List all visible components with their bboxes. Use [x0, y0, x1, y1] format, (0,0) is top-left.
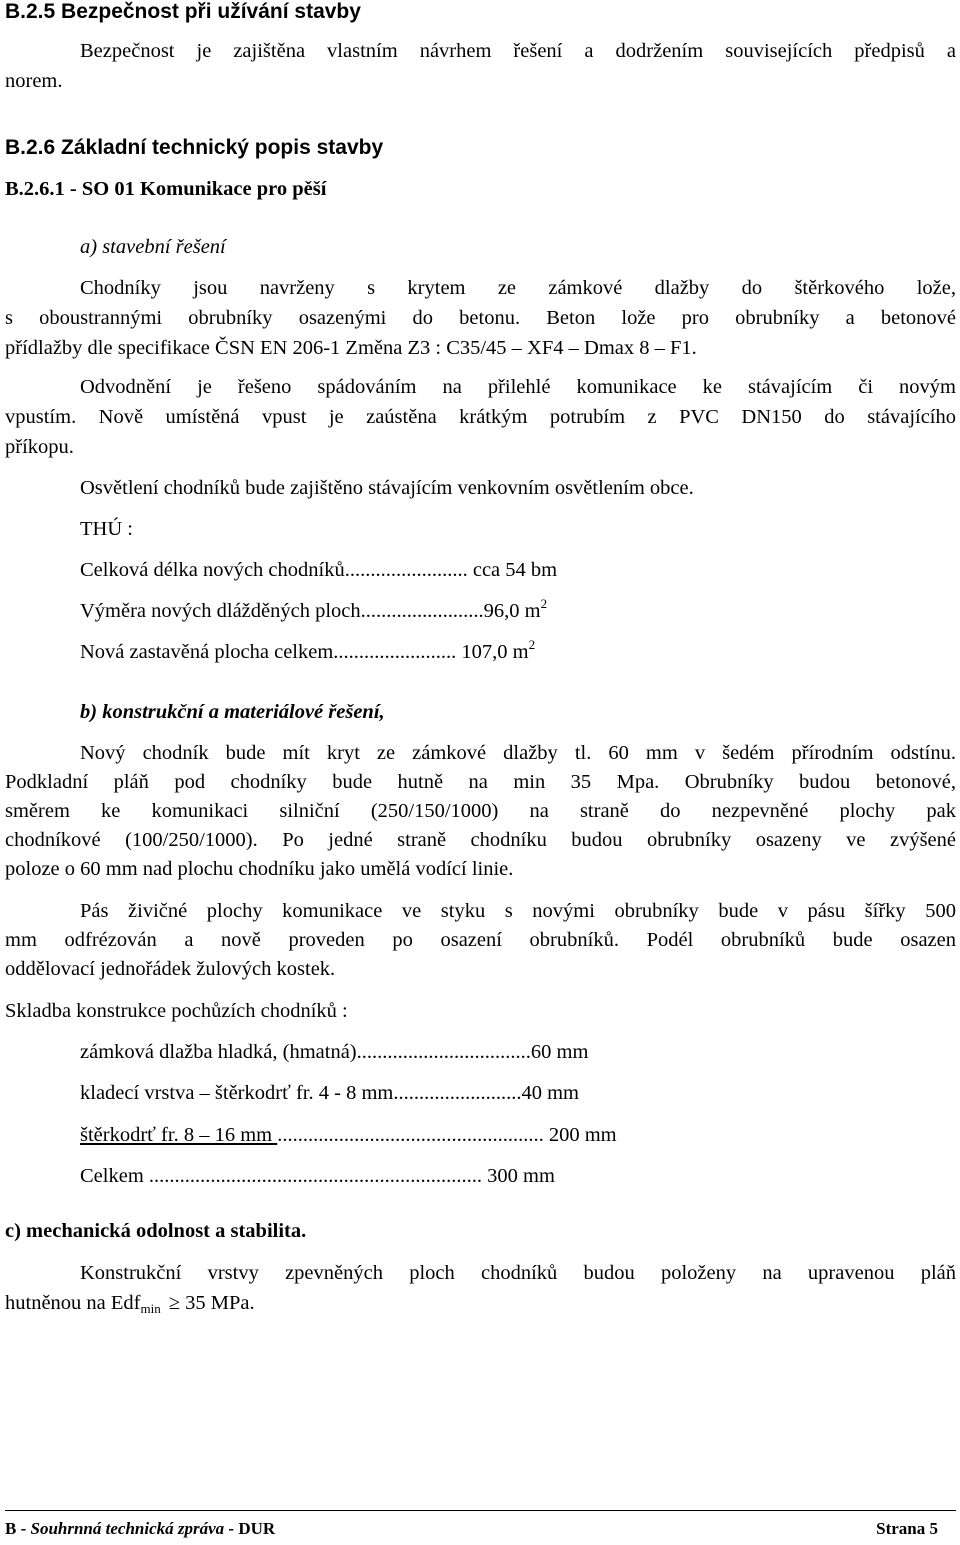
- part-c-line2-sub: min: [140, 1301, 161, 1316]
- section-b261-title: B.2.6.1 - SO 01 Komunikace pro pěší: [5, 178, 327, 200]
- thu-item-dots: ........................: [360, 600, 484, 622]
- layer-dots: ....................................................: [277, 1124, 544, 1146]
- layer-value: 40 mm: [521, 1082, 579, 1104]
- part-a-title: a) stavební řešení: [80, 236, 226, 258]
- part-b-p2-line3: oddělovací jednořádek žulových kostek.: [5, 958, 336, 980]
- layer-label: kladecí vrstva – štěrkodrť fr. 4 - 8 mm: [80, 1082, 394, 1104]
- thu-item-dots: ........................: [333, 641, 457, 663]
- thu-item-value: cca 54 bm: [467, 559, 558, 581]
- part-c-line2-suffix: 35 MPa.: [180, 1292, 255, 1314]
- part-b-p1-line5: poloze o 60 mm nad plochu chodníku jako umělá vodící linie.: [5, 858, 514, 880]
- layer-label: Celkem: [80, 1165, 149, 1187]
- section-b25-text-line1: Bezpečnost je zajištěna vlastním návrhem řešení a dodržením souvisejících předpisů a: [80, 40, 956, 62]
- part-c-line2-prefix: hutněnou na Edf: [5, 1292, 141, 1314]
- thu-item-length: [80, 559, 557, 582]
- layer-value: 300 mm: [482, 1165, 555, 1187]
- part-b-p2-line2: mm odfrézován a nově proveden po osazení obrubníků. Podél obrubníků bude osazen: [5, 929, 956, 951]
- part-b-p1-line4: chodníkové (100/250/1000). Po jedné straně chodníku budou obrubníky osazeny ve zvýšené: [5, 829, 956, 851]
- thu-item-unit-sup: 2: [540, 596, 548, 611]
- part-c-line2: [5, 1292, 255, 1315]
- thu-item-dots: ........................: [344, 559, 468, 581]
- section-b26-title: B.2.6 Základní technický popis stavby: [5, 136, 384, 159]
- section-b25-title: B.2.5 Bezpečnost při užívání stavby: [5, 0, 361, 23]
- section-b25-text-line2: norem.: [5, 70, 63, 92]
- part-a-p1-line2: s oboustrannými obrubníky osazenými do betonu. Beton lože pro obrubníky a betonové: [5, 307, 956, 329]
- footer-divider: [5, 1510, 956, 1511]
- skladba-title: Skladba konstrukce pochůzích chodníků :: [5, 1000, 348, 1022]
- thu-item-label: Nová zastavěná plocha celkem: [80, 641, 334, 663]
- part-c-title: c) mechanická odolnost a stabilita.: [5, 1220, 307, 1242]
- layer-row: [80, 1124, 780, 1147]
- footer-page-number: Strana 5: [876, 1519, 938, 1538]
- layer-dots: .................................................................: [148, 1165, 483, 1187]
- layer-row: [80, 1082, 780, 1105]
- layer-value: 200 mm: [543, 1124, 617, 1146]
- layer-dots: .........................: [393, 1082, 522, 1104]
- footer-left: [5, 1519, 275, 1539]
- part-b-title: b) konstrukční a materiálové řešení,: [80, 701, 385, 723]
- part-a-p1-line1: Chodníky jsou navrženy s krytem ze zámkové dlažby do štěrkového lože,: [80, 277, 956, 299]
- part-b-p1-line2: Podkladní pláň pod chodníky bude hutně na min 35 Mpa. Obrubníky budou betonové,: [5, 771, 956, 793]
- part-c-line1: Konstrukční vrstvy zpevněných ploch chodníků budou položeny na upravenou pláň: [80, 1262, 956, 1284]
- layer-row: [80, 1165, 780, 1188]
- ge-symbol: ≥: [168, 1292, 180, 1314]
- part-b-p1-line3: směrem ke komunikaci silniční (250/150/1000) na straně do nezpevněné plochy pak: [5, 800, 956, 822]
- thu-label: THÚ :: [80, 518, 133, 540]
- part-a-p2-line2: vpustím. Nově umístěná vpust je zaústěna krátkým potrubím z PVC DN150 do stávajícího: [5, 406, 956, 428]
- part-a-p2-line1: Odvodnění je řešeno spádováním na přilehlé komunikace ke stávajícím či novým: [80, 376, 956, 398]
- part-a-p3: Osvětlení chodníků bude zajištěno stávajícím venkovním osvětlením obce.: [80, 477, 694, 499]
- thu-item-label: Výměra nových dlážděných ploch: [80, 600, 361, 622]
- layer-value: 60 mm: [530, 1041, 589, 1063]
- footer-doc-title: B - Souhrnná technická zpráva - DUR: [5, 1519, 276, 1538]
- layer-label: štěrkodrť fr. 8 – 16 mm: [80, 1124, 278, 1146]
- part-b-p2-line1: Pás živičné plochy komunikace ve styku s novými obrubníky bude v pásu šířky 500: [80, 900, 956, 922]
- layer-row: [80, 1041, 780, 1064]
- part-a-p1-line3: přídlažby dle specifikace ČSN EN 206-1 Změna Z3 : C35/45 – XF4 – Dmax 8 – F1.: [5, 337, 697, 359]
- thu-item-built-area: [80, 637, 536, 664]
- part-a-p2-line3: příkopu.: [5, 436, 74, 458]
- thu-item-label: Celková délka nových chodníků: [80, 559, 345, 581]
- thu-item-value: 96,0 m: [483, 600, 541, 622]
- thu-item-area: [80, 596, 548, 623]
- thu-item-unit-sup: 2: [528, 637, 536, 652]
- layer-dots: ..................................: [356, 1041, 531, 1063]
- layer-label: zámková dlažba hladká, (hmatná): [80, 1041, 357, 1063]
- part-b-p1-line1: Nový chodník bude mít kryt ze zámkové dlažby tl. 60 mm v šedém přírodním odstínu.: [80, 742, 956, 764]
- thu-item-value: 107,0 m: [456, 641, 529, 663]
